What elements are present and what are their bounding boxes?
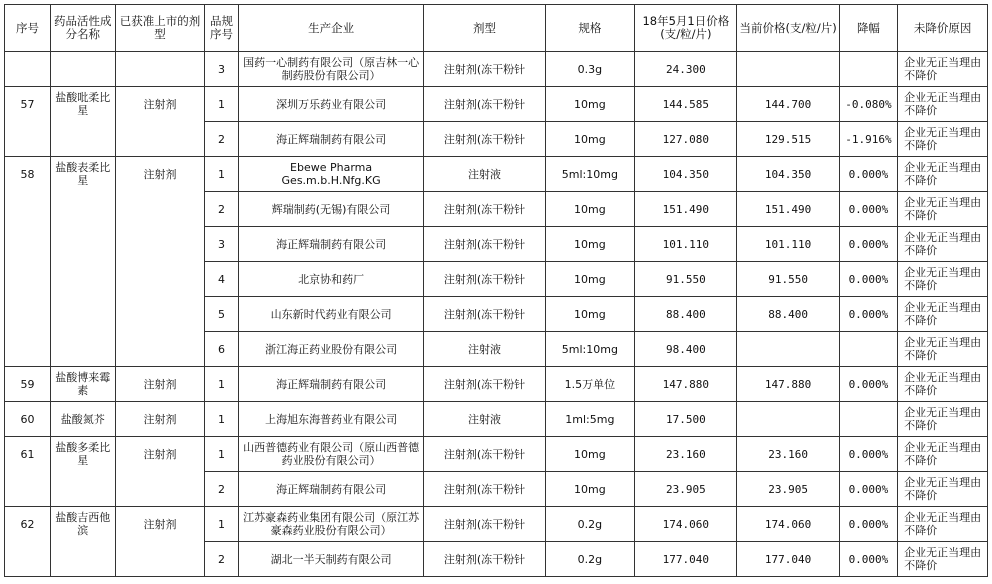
- cell-spec-no: 1: [205, 437, 238, 472]
- cell-company: 湖北一半天制药有限公司: [238, 542, 424, 577]
- cell-reason: 企业无正当理由不降价: [898, 227, 988, 262]
- table-row: [5, 52, 988, 87]
- cell-spec: 10mg: [545, 87, 635, 122]
- cell-dosage: 注射剂(冻干粉针: [424, 192, 545, 227]
- header-row: [5, 5, 988, 52]
- table-row: [5, 157, 988, 192]
- cell-drop: [839, 52, 897, 87]
- cell-dosage: 注射剂(冻干粉针: [424, 367, 545, 402]
- cell-spec: 0.2g: [545, 507, 635, 542]
- cell-spec: 1.5万单位: [545, 367, 635, 402]
- cell-price-now: 151.490: [737, 192, 839, 227]
- cell-name: 盐酸吡柔比星: [50, 87, 115, 122]
- cell-seq: 62: [5, 507, 51, 542]
- cell-name: 盐酸博来霉素: [50, 367, 115, 402]
- cell-price-now: 147.880: [737, 367, 839, 402]
- cell-form-approved: 注射剂: [115, 157, 205, 192]
- cell-spec: 10mg: [545, 472, 635, 507]
- cell-drop: 0.000%: [839, 297, 897, 332]
- table-row: [5, 297, 988, 332]
- cell-form-approved: [115, 192, 205, 227]
- cell-name: [50, 297, 115, 332]
- cell-spec-no: 1: [205, 157, 238, 192]
- cell-dosage: 注射剂(冻干粉针: [424, 507, 545, 542]
- table-body: [5, 52, 988, 577]
- table-row: [5, 332, 988, 367]
- cell-price-now: [737, 402, 839, 437]
- cell-spec: 0.3g: [545, 52, 635, 87]
- cell-price-now: 91.550: [737, 262, 839, 297]
- cell-name: 盐酸氮芥: [50, 402, 115, 437]
- cell-spec-no: 2: [205, 472, 238, 507]
- cell-drop: [839, 402, 897, 437]
- cell-drop: 0.000%: [839, 262, 897, 297]
- cell-price-0501: 104.350: [635, 157, 737, 192]
- cell-spec: 10mg: [545, 437, 635, 472]
- cell-drop: 0.000%: [839, 472, 897, 507]
- cell-company: 深圳万乐药业有限公司: [238, 87, 424, 122]
- cell-price-0501: 23.905: [635, 472, 737, 507]
- cell-form-approved: [115, 332, 205, 367]
- cell-seq: [5, 262, 51, 297]
- table-row: [5, 122, 988, 157]
- cell-reason: 企业无正当理由不降价: [898, 262, 988, 297]
- cell-spec: 10mg: [545, 122, 635, 157]
- cell-spec: 0.2g: [545, 542, 635, 577]
- cell-spec-no: 5: [205, 297, 238, 332]
- cell-name: 盐酸多柔比星: [50, 437, 115, 472]
- cell-form-approved: 注射剂: [115, 507, 205, 542]
- cell-price-now: 101.110: [737, 227, 839, 262]
- cell-reason: 企业无正当理由不降价: [898, 402, 988, 437]
- cell-name: [50, 542, 115, 577]
- cell-seq: [5, 542, 51, 577]
- cell-dosage: 注射液: [424, 402, 545, 437]
- cell-dosage: 注射剂(冻干粉针: [424, 437, 545, 472]
- cell-seq: 58: [5, 157, 51, 192]
- cell-price-now: 23.905: [737, 472, 839, 507]
- cell-price-0501: 91.550: [635, 262, 737, 297]
- cell-seq: [5, 192, 51, 227]
- cell-price-0501: 88.400: [635, 297, 737, 332]
- cell-dosage: 注射剂(冻干粉针: [424, 52, 545, 87]
- cell-seq: [5, 332, 51, 367]
- cell-form-approved: [115, 542, 205, 577]
- cell-company: 国药一心制药有限公司（原吉林一心制药股份有限公司）: [238, 52, 424, 87]
- cell-company: 辉瑞制药(无锡)有限公司: [238, 192, 424, 227]
- header-spec-no: 品规序号: [205, 5, 238, 52]
- cell-seq: [5, 52, 51, 87]
- cell-price-0501: 23.160: [635, 437, 737, 472]
- cell-form-approved: [115, 297, 205, 332]
- cell-reason: 企业无正当理由不降价: [898, 472, 988, 507]
- cell-drop: 0.000%: [839, 367, 897, 402]
- cell-price-now: [737, 332, 839, 367]
- header-seq: 序号: [5, 5, 51, 52]
- cell-name: [50, 332, 115, 367]
- cell-drop: -1.916%: [839, 122, 897, 157]
- cell-spec-no: 1: [205, 507, 238, 542]
- cell-spec-no: 2: [205, 122, 238, 157]
- table-row: [5, 437, 988, 472]
- cell-spec: 5ml:10mg: [545, 157, 635, 192]
- cell-company: 山西普德药业有限公司（原山西普德药业股份有限公司）: [238, 437, 424, 472]
- cell-spec: 1ml:5mg: [545, 402, 635, 437]
- cell-dosage: 注射液: [424, 157, 545, 192]
- cell-price-now: 174.060: [737, 507, 839, 542]
- cell-price-now: 144.700: [737, 87, 839, 122]
- table-row: [5, 227, 988, 262]
- table-row: [5, 472, 988, 507]
- cell-seq: 57: [5, 87, 51, 122]
- cell-seq: [5, 227, 51, 262]
- cell-spec: 10mg: [545, 297, 635, 332]
- price-table-page: [4, 4, 988, 577]
- cell-spec: 10mg: [545, 262, 635, 297]
- cell-drop: 0.000%: [839, 507, 897, 542]
- cell-seq: [5, 472, 51, 507]
- cell-price-0501: 151.490: [635, 192, 737, 227]
- cell-name: 盐酸吉西他滨: [50, 507, 115, 542]
- cell-price-0501: 101.110: [635, 227, 737, 262]
- cell-company: 浙江海正药业股份有限公司: [238, 332, 424, 367]
- cell-name: [50, 472, 115, 507]
- cell-price-0501: 17.500: [635, 402, 737, 437]
- cell-spec-no: 1: [205, 87, 238, 122]
- cell-seq: [5, 122, 51, 157]
- header-price-0501: 18年5月1日价格(支/粒/片): [635, 5, 737, 52]
- cell-form-approved: 注射剂: [115, 402, 205, 437]
- cell-company: 海正辉瑞制药有限公司: [238, 122, 424, 157]
- table-row: [5, 192, 988, 227]
- cell-dosage: 注射剂(冻干粉针: [424, 297, 545, 332]
- cell-spec-no: 4: [205, 262, 238, 297]
- cell-spec: 10mg: [545, 192, 635, 227]
- cell-price-0501: 24.300: [635, 52, 737, 87]
- cell-reason: 企业无正当理由不降价: [898, 437, 988, 472]
- cell-price-now: [737, 52, 839, 87]
- header-reason: 未降价原因: [898, 5, 988, 52]
- cell-name: [50, 122, 115, 157]
- cell-name: [50, 262, 115, 297]
- header-form-approved: 已获准上市的剂型: [115, 5, 205, 52]
- cell-price-now: 88.400: [737, 297, 839, 332]
- cell-dosage: 注射剂(冻干粉针: [424, 472, 545, 507]
- cell-form-approved: 注射剂: [115, 437, 205, 472]
- cell-name: 盐酸表柔比星: [50, 157, 115, 192]
- cell-dosage: 注射剂(冻干粉针: [424, 87, 545, 122]
- cell-company: 江苏豪森药业集团有限公司（原江苏豪森药业股份有限公司）: [238, 507, 424, 542]
- cell-spec-no: 1: [205, 402, 238, 437]
- cell-name: [50, 192, 115, 227]
- table-row: [5, 507, 988, 542]
- cell-price-now: 23.160: [737, 437, 839, 472]
- cell-seq: [5, 297, 51, 332]
- cell-form-approved: [115, 52, 205, 87]
- cell-dosage: 注射剂(冻干粉针: [424, 262, 545, 297]
- cell-reason: 企业无正当理由不降价: [898, 332, 988, 367]
- cell-company: 上海旭东海普药业有限公司: [238, 402, 424, 437]
- header-spec: 规格: [545, 5, 635, 52]
- cell-spec-no: 6: [205, 332, 238, 367]
- cell-spec: 10mg: [545, 227, 635, 262]
- cell-drop: 0.000%: [839, 157, 897, 192]
- cell-reason: 企业无正当理由不降价: [898, 157, 988, 192]
- cell-company: 海正辉瑞制药有限公司: [238, 227, 424, 262]
- cell-company: 山东新时代药业有限公司: [238, 297, 424, 332]
- cell-seq: 59: [5, 367, 51, 402]
- cell-company: 海正辉瑞制药有限公司: [238, 472, 424, 507]
- header-drop: 降幅: [839, 5, 897, 52]
- cell-price-0501: 144.585: [635, 87, 737, 122]
- cell-drop: -0.080%: [839, 87, 897, 122]
- cell-form-approved: 注射剂: [115, 367, 205, 402]
- cell-reason: 企业无正当理由不降价: [898, 367, 988, 402]
- table-row: [5, 87, 988, 122]
- cell-seq: 60: [5, 402, 51, 437]
- cell-dosage: 注射液: [424, 332, 545, 367]
- cell-reason: 企业无正当理由不降价: [898, 87, 988, 122]
- cell-spec-no: 3: [205, 52, 238, 87]
- cell-spec-no: 2: [205, 542, 238, 577]
- cell-seq: 61: [5, 437, 51, 472]
- cell-drop: 0.000%: [839, 437, 897, 472]
- cell-form-approved: [115, 227, 205, 262]
- table-row: [5, 262, 988, 297]
- header-dosage: 剂型: [424, 5, 545, 52]
- header-company: 生产企业: [238, 5, 424, 52]
- cell-company: 北京协和药厂: [238, 262, 424, 297]
- cell-drop: 0.000%: [839, 192, 897, 227]
- cell-drop: [839, 332, 897, 367]
- cell-spec-no: 2: [205, 192, 238, 227]
- cell-drop: 0.000%: [839, 542, 897, 577]
- cell-price-0501: 177.040: [635, 542, 737, 577]
- cell-name: [50, 52, 115, 87]
- cell-reason: 企业无正当理由不降价: [898, 52, 988, 87]
- header-name: 药品活性成分名称: [50, 5, 115, 52]
- cell-spec-no: 1: [205, 367, 238, 402]
- cell-spec: 5ml:10mg: [545, 332, 635, 367]
- cell-drop: 0.000%: [839, 227, 897, 262]
- cell-form-approved: [115, 122, 205, 157]
- cell-dosage: 注射剂(冻干粉针: [424, 542, 545, 577]
- cell-reason: 企业无正当理由不降价: [898, 507, 988, 542]
- cell-form-approved: [115, 472, 205, 507]
- cell-reason: 企业无正当理由不降价: [898, 297, 988, 332]
- cell-price-0501: 174.060: [635, 507, 737, 542]
- table-row: [5, 542, 988, 577]
- cell-price-now: 129.515: [737, 122, 839, 157]
- table-row: [5, 402, 988, 437]
- cell-price-now: 177.040: [737, 542, 839, 577]
- cell-name: [50, 227, 115, 262]
- cell-form-approved: 注射剂: [115, 87, 205, 122]
- cell-dosage: 注射剂(冻干粉针: [424, 227, 545, 262]
- table-row: [5, 367, 988, 402]
- cell-price-now: 104.350: [737, 157, 839, 192]
- cell-form-approved: [115, 262, 205, 297]
- cell-price-0501: 147.880: [635, 367, 737, 402]
- cell-price-0501: 127.080: [635, 122, 737, 157]
- cell-reason: 企业无正当理由不降价: [898, 542, 988, 577]
- cell-spec-no: 3: [205, 227, 238, 262]
- header-price-now: 当前价格(支/粒/片): [737, 5, 839, 52]
- cell-dosage: 注射剂(冻干粉针: [424, 122, 545, 157]
- price-table: [4, 4, 988, 577]
- cell-reason: 企业无正当理由不降价: [898, 122, 988, 157]
- cell-company: Ebewe Pharma Ges.m.b.H.Nfg.KG: [238, 157, 424, 192]
- cell-reason: 企业无正当理由不降价: [898, 192, 988, 227]
- cell-company: 海正辉瑞制药有限公司: [238, 367, 424, 402]
- cell-price-0501: 98.400: [635, 332, 737, 367]
